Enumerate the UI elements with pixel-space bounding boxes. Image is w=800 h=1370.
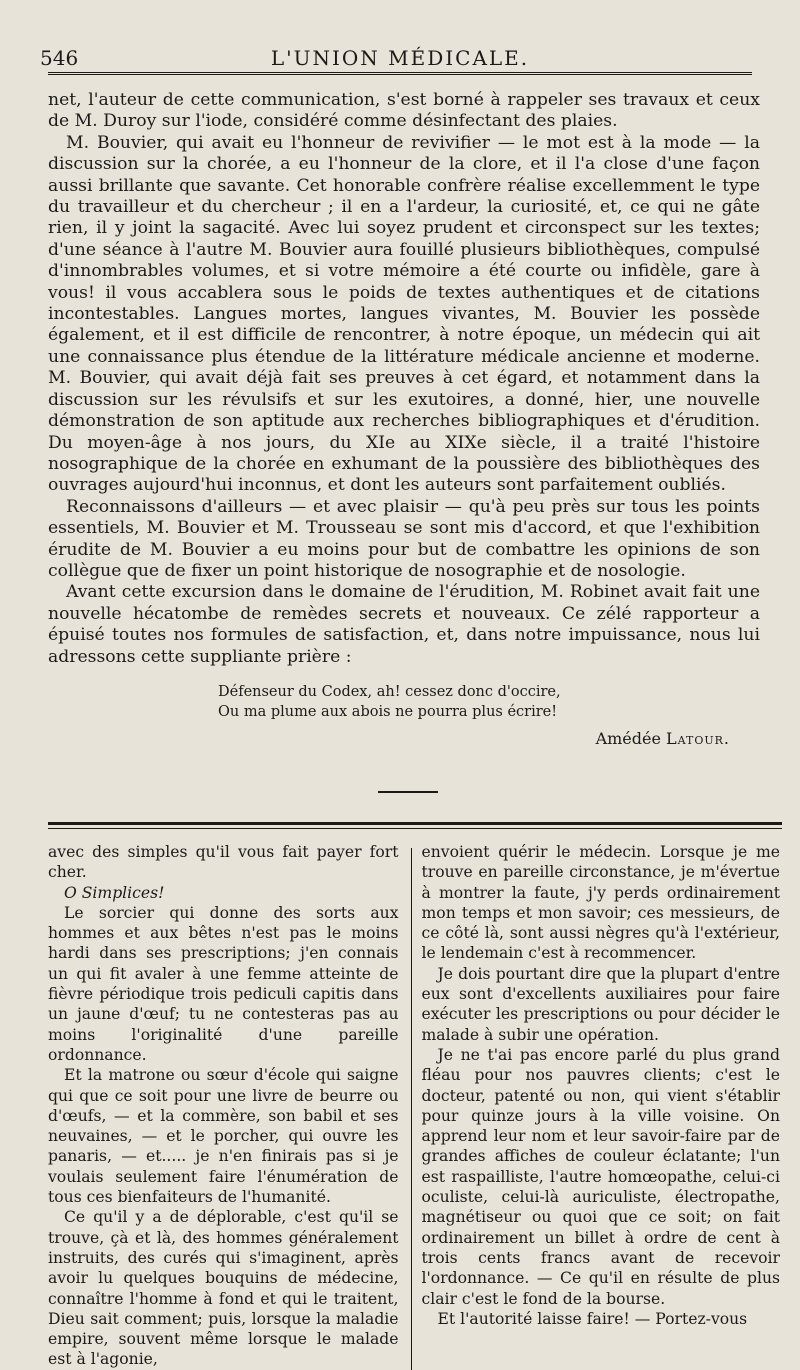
paragraph: Reconnaissons d'ailleurs — et avec plaisir — qu'à peu près sur tous les points essentiels, M. Bouvier et M. Trousseau se sont mis d'accord, et que l'exhibition érudite de M. Bouvier a eu moins pour but de combattre les opinions de son collègue que de fixer un point historique de nosographie et de nosologie. (48, 496, 760, 581)
feuilleton-right-column (422, 842, 780, 1370)
paragraph: Je dois pourtant dire que la plupart d'entre eux sont d'excellents auxiliaires pour faire exécuter les prescriptions ou pour décider le malade à subir une opération. (421, 964, 780, 1044)
column-rule (411, 848, 412, 1370)
paragraph: envoient quérir le médecin. Lorsque je me trouve en pareille circonstance, je m'évertue à montrer la faute, j'y perds ordinairement mon temps et mon savoir; ces messieurs, de ce côté là, sont aussi nègres qu'à l'extérieur, le lendemain c'est à recommencer. (421, 843, 780, 963)
signature-last-name: Latour. (666, 728, 730, 748)
running-title: L'UNION MÉDICALE. (270, 46, 530, 70)
feuilleton-left-column (48, 842, 399, 1370)
paragraph: O Simplices! (64, 883, 165, 902)
feuilleton-separator (48, 822, 782, 829)
verse-line: Défenseur du Codex, ah! cessez donc d'occire, (218, 683, 561, 700)
paragraph: Le sorcier qui donne des sorts aux hommes et aux bêtes n'est pas le moins hardi dans ses prescriptions; j'en connais un qui fit avaler à une femme atteinte de fièvre périodique trois pediculi capitis dans un jaune d'œuf; tu ne contesteras pas au moins l'originalité d'une pareille ordonnance. (48, 903, 399, 1064)
paragraph: Et la matrone ou sœur d'école qui saigne qui que ce soit pour une livre de beurre ou d'œufs, — et la commère, son babil et ses neuvaines, — et le porcher, qui ouvre les panaris, — et..... je n'en finirais pas si je voulais seulement faire l'énumération de tous ces bienfaiteurs de l'humanité. (48, 1066, 399, 1207)
verse-line: Ou ma plume aux abois ne pourra plus écrire! (218, 703, 558, 720)
paragraph: Ce qu'il y a de déplorable, c'est qu'il se trouve, çà et là, des hommes généralement instruits, des curés qui s'imaginent, après avoir lu quelques bouquins de médecine, connaître l'homme à fond et qui le traitent, Dieu sait comment; puis, lorsque la maladie empire, souvent même lorsque le malade est à l'agonie, (48, 1208, 399, 1369)
paragraph: Et l'autorité laisse faire! — Portez-vous (437, 1309, 748, 1328)
main-article (48, 90, 760, 749)
signature-first-name: Amédée (595, 728, 661, 748)
verse-quote (218, 682, 760, 722)
page-number: 546 (40, 46, 79, 70)
feuilleton-columns (48, 842, 780, 1370)
paragraph: Je ne t'ai pas encore parlé du plus grand fléau pour nos pauvres clients; c'est le docteur, patenté ou non, qui vient s'établir pour quinze jours à la ville voisine. On apprend leur nom et leur savoir-faire par de grandes affiches de couleur éclatante; l'un est raspailliste, l'autre homœopathe, celui-ci oculiste, celui-là auriculiste, électropathe, magnétiseur ou quoi que ce soit; on fait ordinairement un billet à ordre de cent à trois cents francs avant de recevoir l'ordonnance. — Ce qu'il en résulte de plus clair c'est le fond de la bourse. (421, 1045, 780, 1308)
paragraph: M. Bouvier, qui avait eu l'honneur de revivifier — le mot est à la mode — la discussion sur la chorée, a eu l'honneur de la clore, et il l'a close d'une façon aussi brillante que savante. Cet honorable confrère réalise excellemment le type du travailleur et du chercheur ; il en a l'ardeur, la curiosité, et, ce qui ne gâte rien, il y joint la sagacité. Avec lui soyez prudent et circonspect sur les textes; d'une séance à l'autre M. Bouvier aura fouillé plusieurs bibliothèques, compulsé d'innombrables volumes, et si votre mémoire a été courte ou infidèle, gare à vous! il vous accablera sous le poids de textes authentiques et de citations incontestables. Langues mortes, langues vivantes, M. Bouvier les possède également, et il est difficile de rencontrer, à notre époque, un médecin qui ait une connaissance plus étendue de la littérature médicale ancienne et moderne. M. Bouvier, qui avait déjà fait ses preuves à cet égard, et notamment dans la discussion sur les révulsifs et sur les exutoires, a donné, hier, une nouvelle démonstration de son aptitude aux recherches bibliographiques et d'érudition. Du moyen-âge à nos jours, du XIe au XIXe siècle, il a traité l'histoire nosographique de la chorée en exhumant de la poussière des bibliothèques des ouvrages aujourd'hui inconnus, et dont les auteurs sont parfaitement oubliés. (48, 132, 760, 496)
paragraph: avec des simples qu'il vous fait payer fort cher. (48, 843, 399, 882)
short-rule (378, 791, 438, 793)
signature (48, 728, 760, 749)
header-rule (48, 72, 752, 75)
paragraph: net, l'auteur de cette communication, s'est borné à rappeler ses travaux et ceux de M. Duroy sur l'iode, considéré comme désinfectant des plaies. (48, 90, 760, 132)
paragraph: Avant cette excursion dans le domaine de l'érudition, M. Robinet avait fait une nouvelle hécatombe de remèdes secrets et nouveaux. Ce zélé rapporteur a épuisé toutes nos formules de satisfaction, et, dans notre impuissance, nous lui adressons cette suppliante prière : (48, 582, 760, 667)
